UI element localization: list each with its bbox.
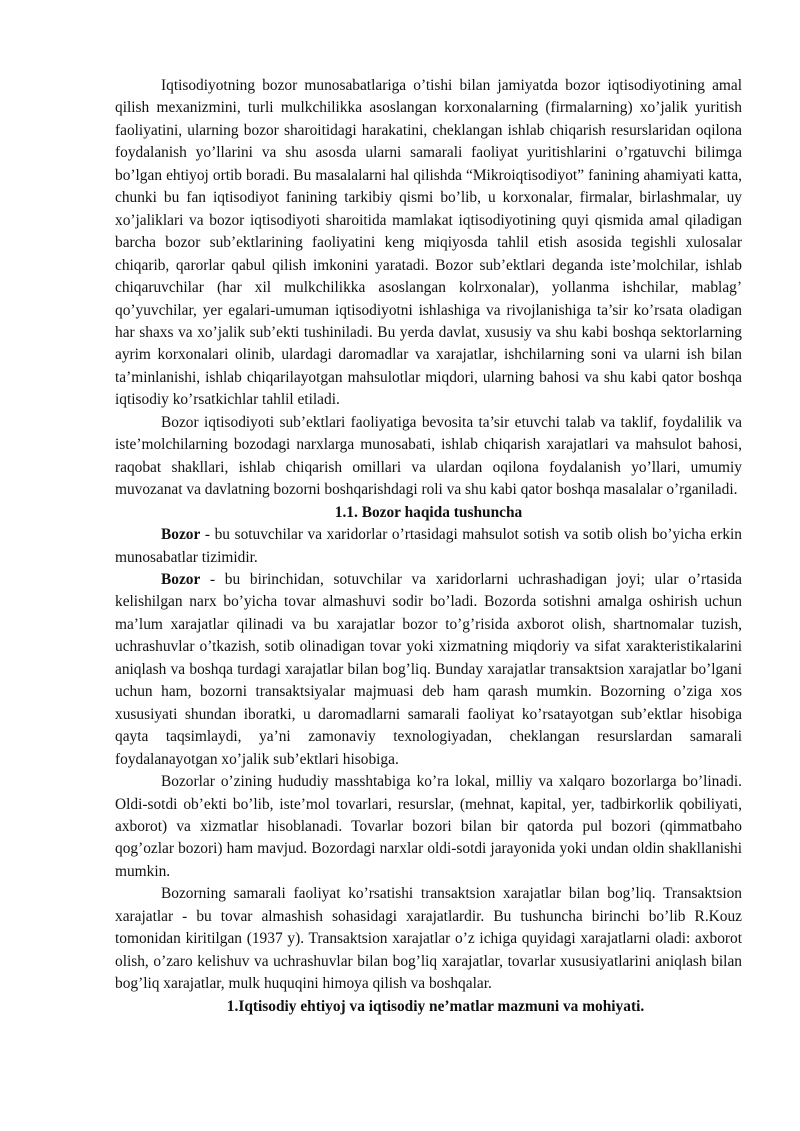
closing-heading: 1.Iqtisodiy ehtiyoj va iqtisodiy ne’matlar mazmuni va mohiyati.: [226, 997, 645, 1015]
definition-text: - bu sotuvchilar va xaridorlar o’rtasidagi mahsulot sotish va sotib olish bo’yicha erkin munosabatlar tizimidir.: [115, 526, 742, 566]
transaction-costs-paragraph: Bozorning samarali faoliyat ko’rsatishi transaktsion xarajatlar bilan bog’liq. Transaktsion xarajatlar - bu tovar almashish sohasidagi xarajatlardir. Bu tushuncha birinchi bo’lib R.Kouz tomonidan kiritilgan (1937 y). Transaktsion xarajatlar o’z ichiga quyidagi xarajatlarni oladi: axborot olish, o’zaro kelishuv va uchrashuvlar bilan bog’liq xarajatlar, tovarlar xususiyatlarini aniqlash bilan bog’liq xarajatlar, mulk huquqini himoya qilish va boshqalar.: [115, 885, 742, 993]
intro-paragraph: Iqtisodiyotning bozor munosabatlariga o’tishi bilan jamiyatda bozor iqtisodiyotining amal qilish mexanizmini, turli mulkchilikka asoslangan korxonalarning (firmalarning) xo’jalik yuritish faoliyatini, ularning bozor sharoitidagi harakatini, cheklangan ishlab chiqarish resurslaridan oqilona foydalanish yo’llarini va shu asosda ularni samarali faoliyat yuritishlarini o’rgatuvchi bilimga bo’lgan ehtiyoj ortib boradi. Bu masalalarni hal qilishda “Mikroiqtisodiyot” fanining ahamiyati katta, chunki bu fan iqtisodiyot fanining tarkibiy qismi bo’lib, u korxonalar, firmalar, birlashmalar, uy xo’jaliklari va bozor iqtisodiyoti sharoitida mamlakat iqtisodiyotining quyi qismida amal qiladigan barcha bozor sub’ektlarining faoliyatini keng miqiyosda tahlil etish asosida tegishli xulosalar chiqarib, qarorlar qabul qilish imkonini yaratadi. Bozor sub’ektlari deganda iste’molchilar, ishlab chiqaruvchilar (har xil mulkchilikka asoslangan kolrxonalar), yollanma ishchilar, mablag’ qo’yuvchilar, yer egalari-umuman iqtisodiyotni ishlashiga va rivojlanishiga ta’sir ko’rsata oladigan har shaxs va xo’jalik sub’ekti tushiniladi. Bu yerda davlat, xususiy va shu kabi boshqa sektorlarning ayrim korxonalari olinib, ulardagi daromadlar va xarajatlar, ishchilarning soni va ularni ish bilan ta’minlanishi, ishlab chiqarilayotgan mahsulotlar miqdori, ularning bahosi va shu kabi qator boshqa iqtisodiy ko’rsatkichlar tahlil etiladi.: [115, 77, 742, 409]
intro-paragraph-subjects: Bozor iqtisodiyoti sub’ektlari faoliyatiga bevosita ta’sir etuvchi talab va taklif, foydalilik va iste’molchilarning bozodagi narxlarga munosabati, ishlab chiqarish xarajatlari va mahsulot bahosi, raqobat shakllari, ishlab chiqarish omillari va ulardan oqilona foydalanish yo’llari, umumiy muvozanat va davlatning bozorni boshqarishdagi roli va shu kabi qator boshqa masalalar o’rganiladi.: [115, 413, 742, 499]
definition-text: - bu birinchidan, sotuvchilar va xaridorlarni uchrashadigan joyi; ular o’rtasida kelishilgan narx bo’yicha tovar almashuvi sodir bo’ladi. Bozorda sotishni amalga oshirish uchun ma’lum xarajatlar qilinadi va bu xarajatlar bozor to’g’risida axborot olish, shartnomalar tuzish, uchrashuvlar o’tkazish, sotib olinadigan tovar yoki xizmatning miqdoriy va sifat xarakteristikalarini aniqlash va boshqa turdagi xarajatlar bilan bog’liq. Bunday xarajatlar transaktsion xarajatlar bo’lgani uchun ham, bozorni transaktsiyalar majmuasi deb ham qarash mumkin. Bozorning o’ziga xos xususiyati shundan iboratki, u daromadlarni samarali faoliyat ko’rsatayotgan sub’ektlar hisobiga qayta taqsimlaydi, ya’ni zamonaviy texnologiyadan, cheklangan resurslardan samarali foydalanayotgan xo’jalik sub’ektlari hisobiga.: [115, 570, 742, 768]
document-page: [115, 75, 742, 1018]
definition-term: Bozor: [161, 570, 201, 588]
definition-paragraph: [115, 569, 742, 771]
markets-paragraph: Bozorlar o’zining hududiy masshtabiga ko’ra lokal, milliy va xalqaro bozorlarga bo’linadi. Oldi-sotdi ob’ekti bo’lib, iste’mol tovarlari, resurslar, (mehnat, kapital, yer, tadbirkorlik qobiliyati, axborot) va xizmatlar hisoblanadi. Tovarlar bozori bilan bir qatorda pul bozori (qimmatbaho qog’ozlar bozori) ham mavjud. Bozordagi narxlar oldi-sotdi jarayonida yoki undan oldin shakllanishi mumkin.: [115, 773, 742, 880]
definition-paragraph: [115, 524, 742, 569]
definition-term: Bozor: [161, 526, 201, 544]
section-heading: 1.1. Bozor haqida tushuncha: [334, 503, 523, 521]
